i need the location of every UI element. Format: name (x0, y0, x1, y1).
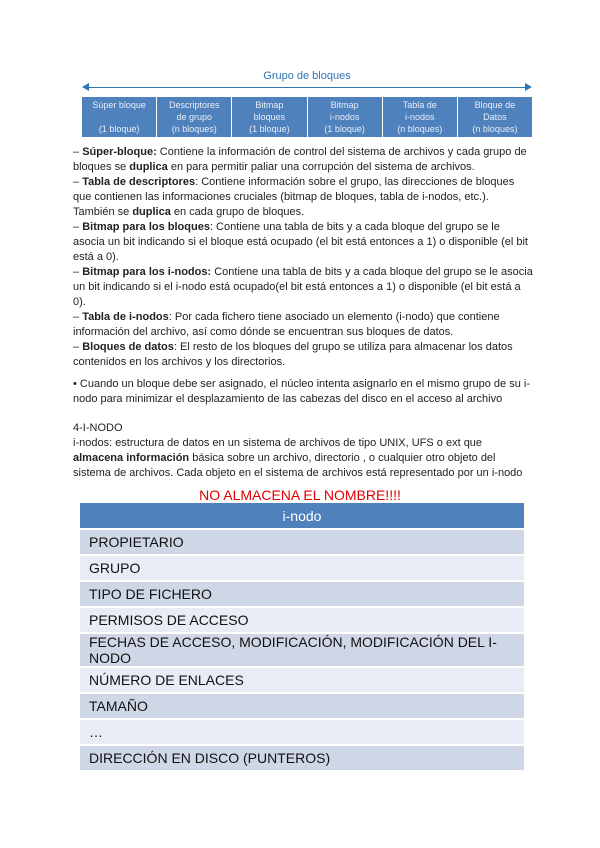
blocks-row (82, 97, 532, 137)
block-super: Súper bloque (1 bloque) (82, 97, 156, 137)
definitions (73, 145, 533, 370)
inodo-description: i-nodos: estructura de datos en un sistema de archivos de tipo UNIX, UFS o ext que almacena información básica sobre un archivo, directorio , o cualquier otro objeto del sistema de archivos. Cada objeto en el sistema de archivos está representado por un i-nodo (73, 437, 523, 479)
table-row: … (80, 719, 524, 745)
definition-item: – Bitmap para los i-nodos: Contiene una tabla de bits y a cada bloque del grupo se le asocia un bit indicando si el i-nodo está ocupado(el bit está entonces a 1) o disponible (el bit está a 0). (73, 266, 533, 308)
inodo-section (73, 421, 533, 481)
table-row: NÚMERO DE ENLACES (80, 667, 524, 693)
definition-item: – Bloques de datos: El resto de los bloques del grupo se utiliza para almacenar los datos contenidos en los archivos y los directorios. (73, 341, 513, 368)
table-row: GRUPO (80, 555, 524, 581)
inode-table (80, 503, 524, 770)
table-row: TAMAÑO (80, 693, 524, 719)
table-row: PROPIETARIO (80, 529, 524, 555)
table-row: PERMISOS DE ACCESO (80, 607, 524, 633)
double-arrow-icon (82, 83, 532, 93)
bullet-paragraph: • Cuando un bloque debe ser asignado, el núcleo intenta asignarlo en el mismo grupo de su i-nodo para minimizar el desplazamiento de las cabezas del disco en el acceso al archivo (73, 378, 530, 405)
block-data: Bloque de Datos (n bloques) (458, 97, 532, 137)
section-heading: 4-I-NODO (73, 422, 123, 434)
block-inode-table: Tabla de i-nodos (n bloques) (383, 97, 457, 137)
definition-item: – Súper-bloque: Contiene la información de control del sistema de archivos y cada grupo de bloques se duplica en para permitir paliar una corrupción del sistema de archivos. (73, 146, 527, 173)
definition-item: – Tabla de descriptores: Contiene información sobre el grupo, las direcciones de bloques que contienen las informaciones cruciales (bitmap de bloques, tabla de i-nodos, etc.). También se duplica en cada grupo de bloques. (73, 176, 515, 218)
block-descriptors: Descriptores de grupo (n bloques) (157, 97, 231, 137)
definition-item: – Bitmap para los bloques: Contiene una tabla de bits y a cada bloque del grupo se le asocia un bit indicando si el bloque está ocupado (el bit está entonces a 1) o disponible (el bit está a 0). (73, 221, 528, 263)
block-bitmap-inodes: Bitmap i-nodos (1 bloque) (308, 97, 382, 137)
definition-item: – Tabla de i-nodos: Por cada fichero tiene asociado un elemento (i-nodo) que contiene información del archivo, así como dónde se encuentran sus bloques de datos. (73, 311, 500, 338)
group-label: Grupo de bloques (263, 70, 351, 82)
block-group-diagram (82, 70, 532, 137)
table-row: DIRECCIÓN EN DISCO (PUNTEROS) (80, 745, 524, 770)
inode-table-header: i-nodo (80, 503, 524, 529)
table-row: TIPO DE FICHERO (80, 581, 524, 607)
table-row: FECHAS DE ACCESO, MODIFICACIÓN, MODIFICACIÓN DEL I-NODO (80, 633, 524, 667)
warning-banner: NO ALMACENA EL NOMBRE!!!! (199, 487, 401, 503)
block-bitmap-blocks: Bitmap bloques (1 bloque) (232, 97, 306, 137)
